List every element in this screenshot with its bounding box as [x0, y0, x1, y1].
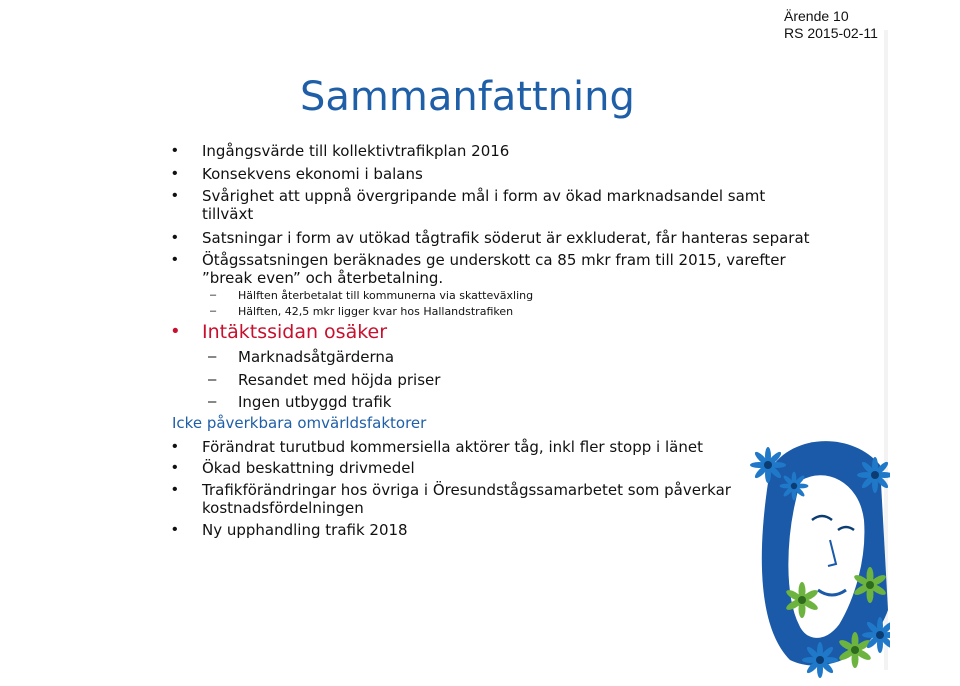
dash-icon: – [208, 348, 217, 365]
sub-list-item-text: Ingen utbyggd trafik [238, 393, 392, 411]
list-item-text: Svårighet att uppnå övergripande mål i form av ökad marknadsandel samt [202, 187, 766, 205]
external-heading: Icke påverkbara omvärldsfaktorer [172, 414, 427, 432]
sub-list-item-text: Hälften, 42,5 mkr ligger kvar hos Hallandstrafiken [238, 305, 514, 318]
list-item-text: Ökad beskattning drivmedel [202, 459, 415, 477]
bullet-icon: • [172, 187, 178, 204]
dash-icon: – [210, 305, 217, 317]
bullet-icon: • [172, 251, 178, 268]
sub-list-item-text: Marknadsåtgärderna [238, 348, 395, 366]
bullet-icon: • [172, 459, 178, 476]
document-stamp [784, 8, 878, 42]
dash-icon: – [208, 371, 217, 388]
list-item-text: Ny upphandling trafik 2018 [202, 521, 408, 539]
list-item-text: Ötågssatsningen beräknades ge underskott ca 85 mkr fram till 2015, varefter [202, 251, 786, 269]
stamp-date: RS 2015-02-11 [784, 25, 878, 41]
sub-list-item-text: Resandet med höjda priser [238, 371, 441, 389]
sub-list-item-text: Hälften återbetalat till kommunerna via skatteväxling [238, 289, 534, 302]
bullet-icon: • [172, 229, 178, 246]
list-item-text: Ingångsvärde till kollektivtrafikplan 2016 [202, 142, 510, 160]
page-title: Sammanfattning [300, 74, 635, 120]
list-item-text: Satsningar i form av utökad tågtrafik söderut är exkluderat, får hanteras separat [202, 229, 810, 247]
list-item-text: Konsekvens ekonomi i balans [202, 165, 423, 183]
woman-with-flowers-illustration [730, 410, 890, 680]
list-item-text-continued: kostnadsfördelningen [202, 499, 364, 517]
bullet-icon: • [172, 321, 179, 342]
bullet-icon: • [172, 521, 178, 538]
income-heading: Intäktssidan osäker [202, 321, 388, 343]
bullet-icon: • [172, 165, 178, 182]
dash-icon: – [208, 393, 217, 410]
stamp-case-number: Ärende 10 [784, 8, 849, 24]
dash-icon: – [210, 289, 217, 301]
list-item-text-continued: ”break even” och återbetalning. [202, 269, 444, 287]
bullet-icon: • [172, 142, 178, 159]
bullet-icon: • [172, 481, 178, 498]
list-item-text-continued: tillväxt [202, 205, 254, 223]
list-item-text: Trafikförändringar hos övriga i Öresundstågssamarbetet som påverkar [202, 481, 731, 499]
bullet-icon: • [172, 438, 178, 455]
list-item-text: Förändrat turutbud kommersiella aktörer tåg, inkl fler stopp i länet [202, 438, 703, 456]
